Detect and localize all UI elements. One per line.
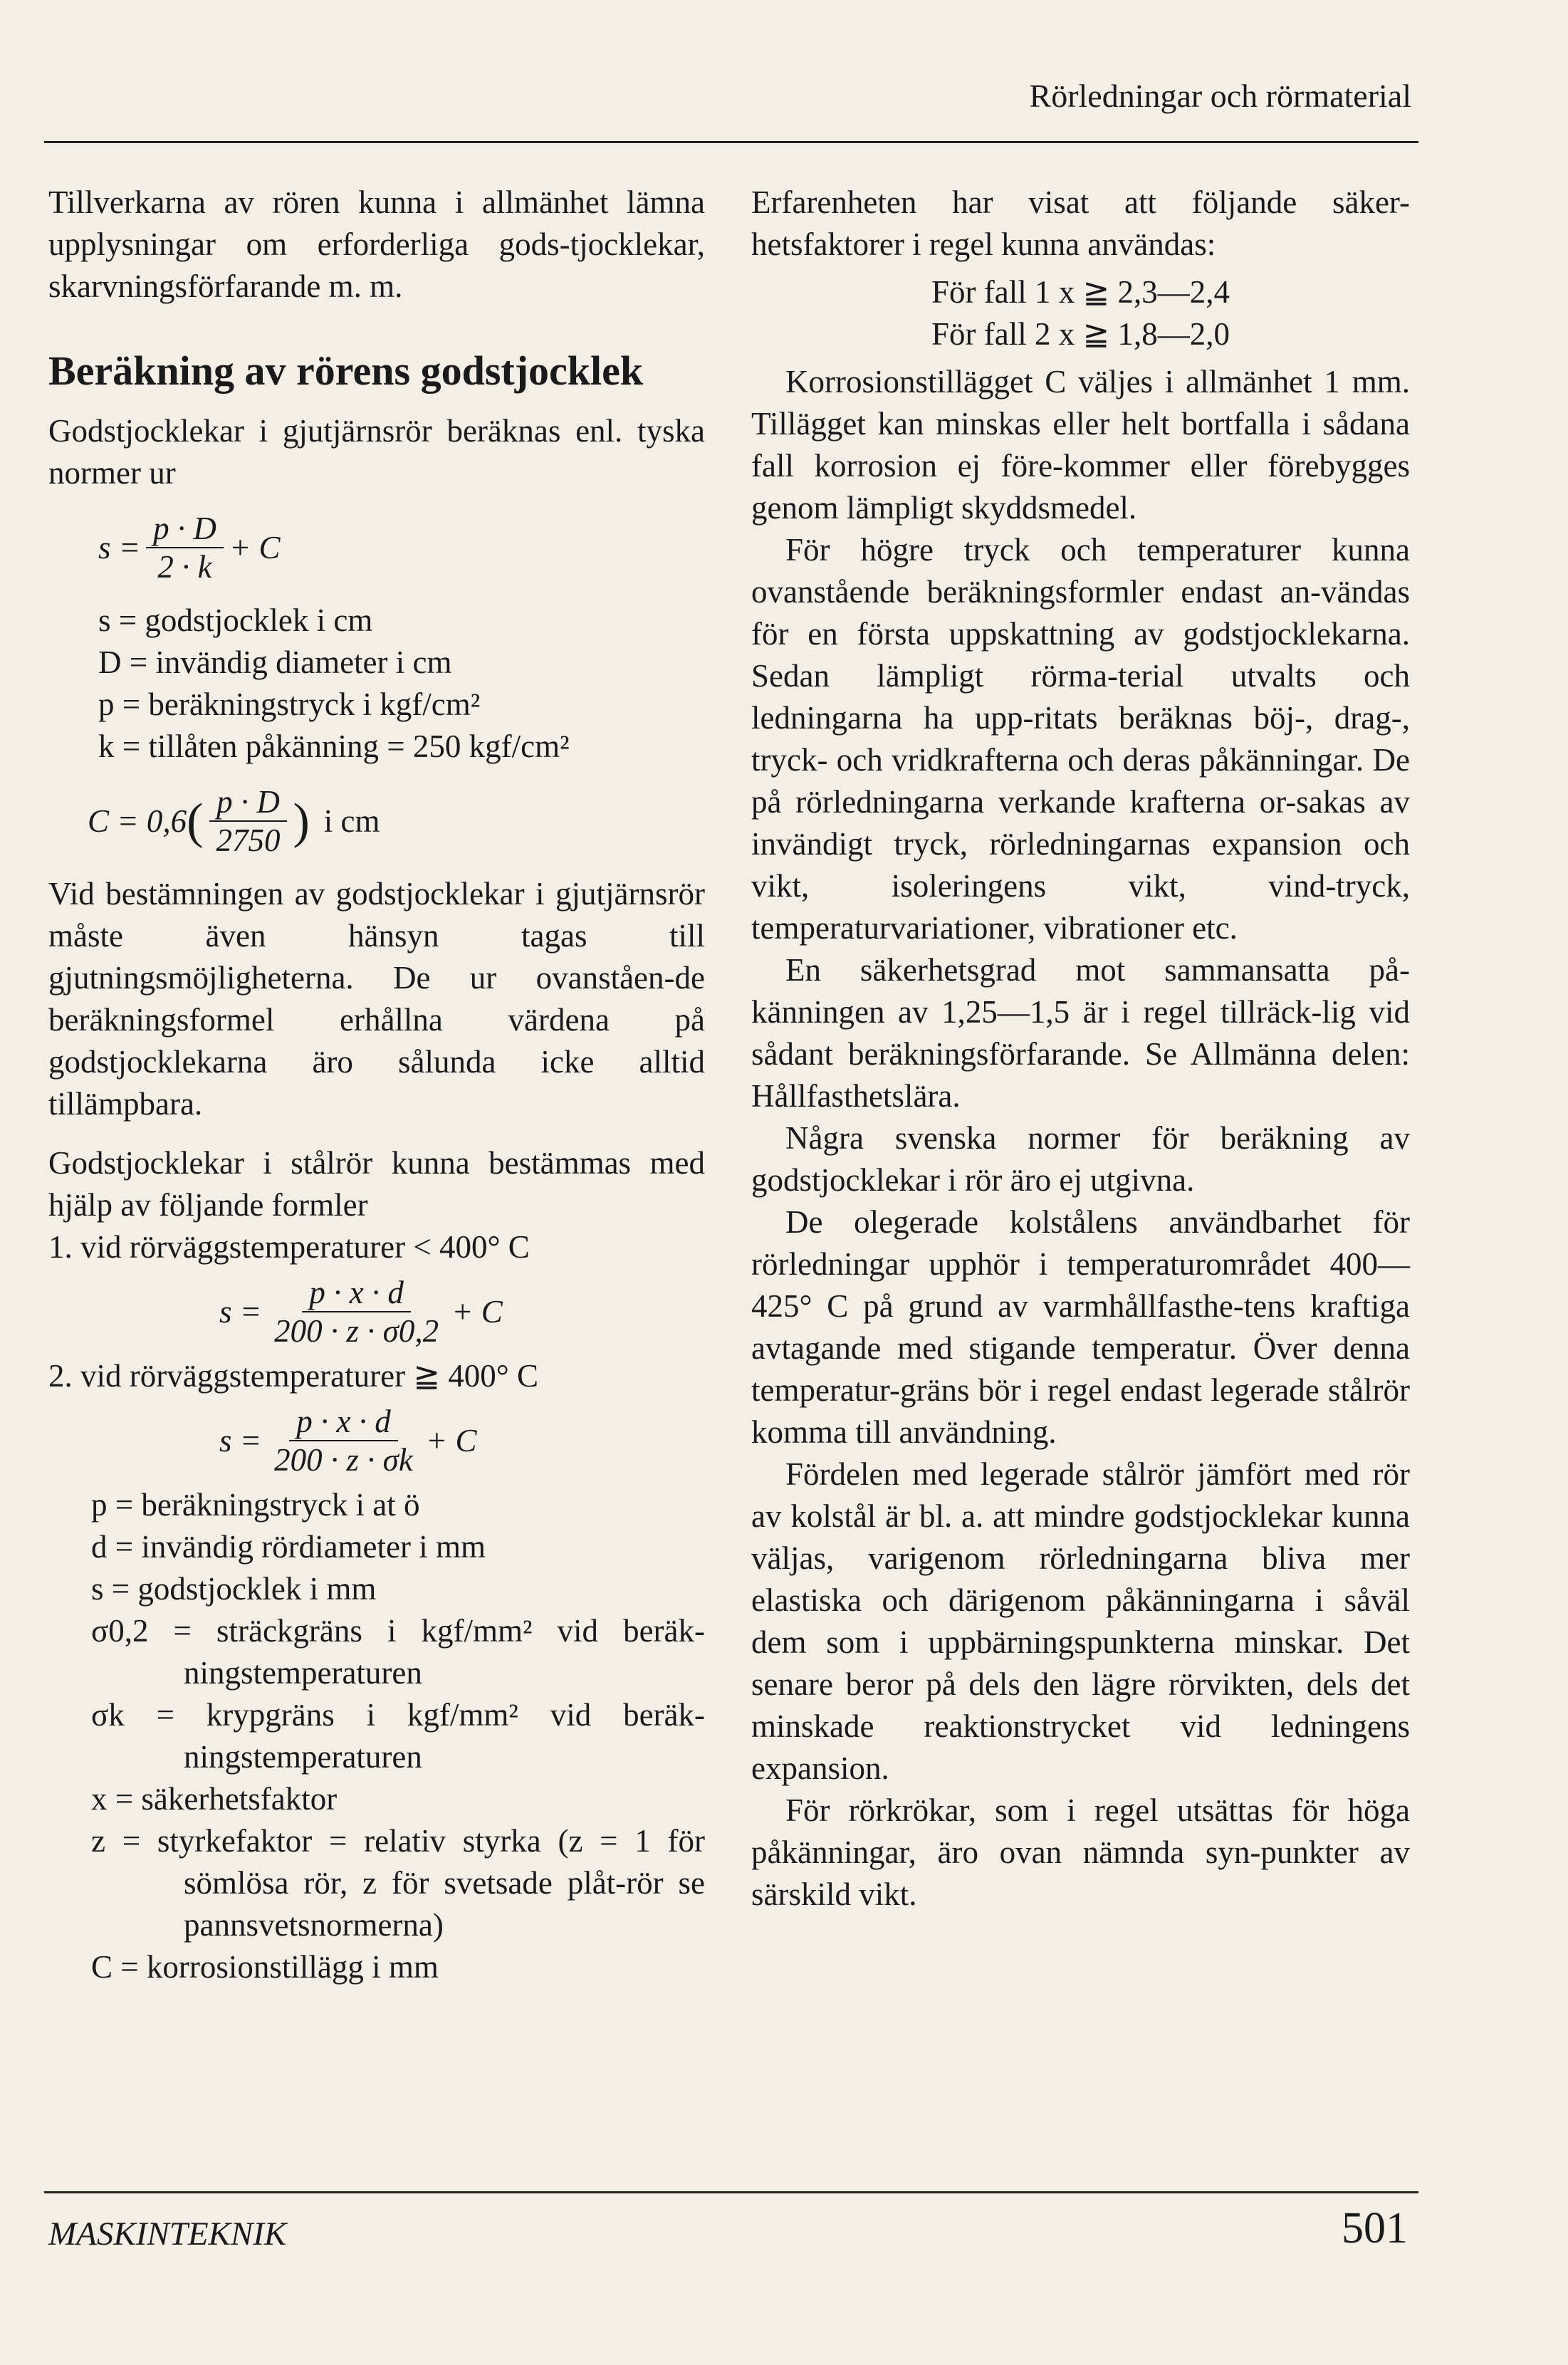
left-column <box>48 182 705 1988</box>
paragraph: Erfarenheten har visat att följande säker-hetsfaktorer i regel kunna användas: <box>751 184 1410 262</box>
denominator: 200 · z · σk <box>274 1442 413 1478</box>
paragraph: De olegerade kolstålens användbarhet för rörledningar upphör i temperaturområdet 400—425° C på grund av varmhållfasthe-tens kraftiga avtagande med stigande temperatur. Över denna temperatur-gräns bör i regel endast legerade stålrör komma till användning. <box>751 1204 1410 1450</box>
formula-rhs: + C <box>229 529 281 565</box>
formula-steel-high-temp <box>219 1403 705 1478</box>
paragraph: Godstjocklekar i stålrör kunna bestämmas med hjälp av följande formler <box>48 1145 705 1223</box>
formula-rhs: + C <box>425 1422 477 1458</box>
definition: d = invändig rördiameter i mm <box>91 1529 486 1565</box>
paragraph: Korrosionstillägget C väljes i allmänhet 1 mm. Tillägget kan minskas eller helt bortfalla i sådana fall korrosion ej före-kommer eller förebygges genom lämpligt skyddsmedel. <box>751 364 1410 526</box>
denominator: 2 · k <box>157 549 212 585</box>
formula-lhs: s = <box>98 529 141 565</box>
paragraph: För högre tryck och temperaturer kunna ovanstående beräkningsformler endast an-vändas för en första uppskattning av godstjocklekarna. Sedan lämpligt rörma-terial utvalts och ledningarna ha upp-ritats beräknas böj-, drag-, tryck- och vridkrafterna och deras påkänningar. De på rörledningarna verkande krafterna or-sakas av invändigt tryck, rörledningarnas expansion och vikt, isoleringens vikt, vind-tryck, temperaturvariationer, vibrationer etc. <box>751 532 1410 946</box>
intro-paragraph: Tillverkarna av rören kunna i allmänhet lämna upplysningar om erforderliga gods-tjocklekar, skarvningsförfarande m. m. <box>48 184 705 304</box>
definition: p = beräkningstryck i kgf/cm² <box>98 686 481 722</box>
fraction <box>146 510 224 585</box>
case-heading: 1. vid rörväggstemperaturer < 400° C <box>48 1229 530 1265</box>
paragraph: Vid bestämningen av godstjocklekar i gjutjärnsrör måste även hänsyn tagas till gjutningsmöjligheterna. De ur ovanståen-de beräkningsformel erhållna värdena på godstjocklekarna äro sålunda icke alltid tillämpbara. <box>48 876 705 1122</box>
definition-list <box>98 600 705 768</box>
paragraph: För rörkrökar, som i regel utsättas för höga påkänningar, äro ovan nämnda syn-punkter av särskild vikt. <box>751 1792 1410 1912</box>
paragraph: Några svenska normer för beräkning av godstjocklekar i rör äro ej utgivna. <box>751 1120 1410 1198</box>
definition: D = invändig diameter i cm <box>98 644 452 680</box>
safety-factor-case: För fall 1 x ≧ 2,3—2,4 <box>931 274 1230 310</box>
fraction <box>267 1274 446 1349</box>
formula-lhs: C = 0,6 <box>88 803 187 839</box>
definition: σk = krypgräns i kgf/mm² vid beräk-ningstemperaturen <box>91 1697 705 1775</box>
section-heading: Beräkning av rörens godstjocklek <box>48 348 644 394</box>
header-rule <box>44 141 1418 143</box>
definition: z = styrkefaktor = relativ styrka (z = 1 för sömlösa rör, z för svetsade plåt-rör se pannsvetsnormerna) <box>91 1823 705 1943</box>
symbol-definitions <box>91 1484 705 1988</box>
formula-cast-iron <box>98 510 705 585</box>
paragraph: Godstjocklekar i gjutjärnsrör beräknas enl. tyska normer ur <box>48 413 705 491</box>
definition: k = tillåten påkänning = 250 kgf/cm² <box>98 729 570 764</box>
formula-lhs: s = <box>219 1422 262 1458</box>
definition: C = korrosionstillägg i mm <box>91 1949 439 1985</box>
formula-corrosion: C = 0,6 ( $\frac{p \cdot D}{2750}$ ) i cm <box>88 784 380 858</box>
right-column <box>751 182 1410 1916</box>
paragraph: Fördelen med legerade stålrör jämfört med rör av kolstål är bl. a. att mindre godstjocklekar kunna väljas, varigenom rörledningarna bliva mer elastiska och därigenom påkänningarna i såväl dem som i uppbärningspunkterna minskar. Det senare beror på dels den lägre rörvikten, dels det minskade reaktionstrycket vid ledningens expansion. <box>751 1456 1410 1786</box>
denominator: 200 · z · σ0,2 <box>274 1313 439 1349</box>
denominator: 2750 <box>216 823 281 858</box>
formula-rhs: i cm <box>323 803 380 839</box>
case-heading: 2. vid rörväggstemperaturer ≧ 400° C <box>48 1358 539 1394</box>
footer-rule <box>44 2191 1418 2193</box>
definition: s = godstjocklek i mm <box>91 1571 377 1607</box>
definition: s = godstjocklek i cm <box>98 602 373 638</box>
numerator: p · D <box>209 783 287 822</box>
running-header: Rörledningar och rörmaterial <box>1029 78 1411 114</box>
definition: σ0,2 = sträckgräns i kgf/mm² vid beräk-ningstemperaturen <box>91 1613 705 1691</box>
numerator: p · x · d <box>289 1403 397 1441</box>
fraction <box>209 783 287 859</box>
safety-factor-case: För fall 2 x ≧ 1,8—2,0 <box>931 316 1230 352</box>
numerator: p · x · d <box>302 1274 410 1312</box>
formula-rhs: + C <box>451 1293 503 1330</box>
fraction <box>267 1403 420 1478</box>
page-number: 501 <box>1342 2204 1408 2252</box>
definition: p = beräkningstryck i at ö <box>91 1487 420 1523</box>
paragraph: En säkerhetsgrad mot sammansatta på-känningen av 1,25—1,5 är i regel tillräck-lig vid sådant beräkningsförfarande. Se Allmänna delen: Hållfasthetslära. <box>751 952 1410 1114</box>
formula-steel-low-temp <box>219 1274 705 1349</box>
footer-journal-title: MASKINTEKNIK <box>48 2215 287 2252</box>
formula-lhs: s = <box>219 1293 262 1330</box>
definition: x = säkerhetsfaktor <box>91 1781 338 1817</box>
numerator: p · D <box>146 510 224 548</box>
